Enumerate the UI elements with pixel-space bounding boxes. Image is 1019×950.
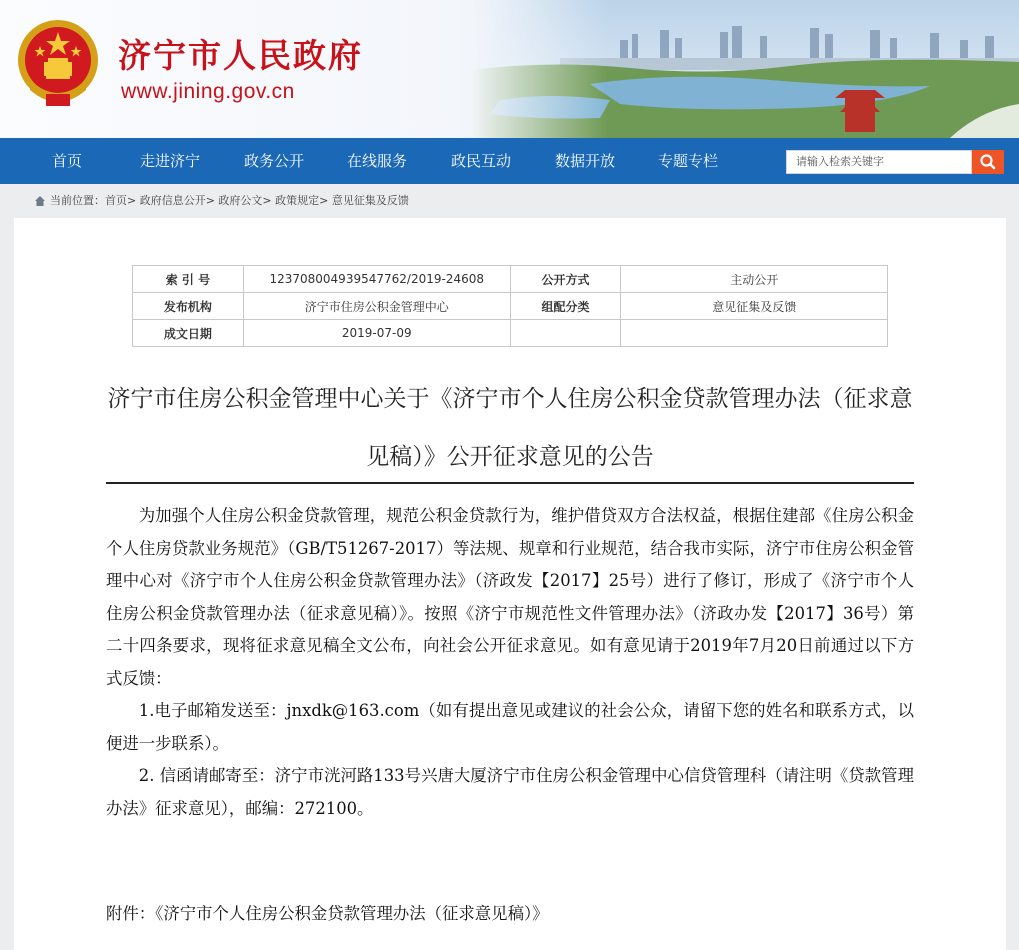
open-value: 主动公开 (621, 266, 888, 293)
site-title[interactable]: 济宁市人民政府 (118, 36, 363, 75)
empty-cell (621, 320, 888, 347)
nav-item-interaction[interactable]: 政民互动 (451, 152, 512, 170)
body-paragraph: 为加强个人住房公积金贷款管理，规范公积金贷款行为，维护借贷双方合法权益，根据住建部《住房公积金个人住房贷款业务规范》（GB/T51267-2017）等法规、规章和行业规范，结合我市实际，济宁市住房公积金管理中心对《济宁市个人住房公积金贷款管理办法》（济政发【2017】25号）进行了修订，形成了《济宁市个人住房公积金贷款管理办法（征求意见稿）》。按照《济宁市规范性文件管理办法》（济政办发【2017】36号）第二十四条要求，现将征求意见稿全文公布，向社会公开征求意见。如有意见请于2019年7月20日前通过以下方式反馈： (106, 506, 914, 688)
nav-item-open-data[interactable]: 数据开放 (555, 152, 616, 170)
category-label: 组配分类 (510, 293, 621, 320)
nav-item-gov-open[interactable]: 政务公开 (244, 152, 305, 170)
issuer-label: 发布机构 (133, 293, 244, 320)
attachment-link[interactable]: 附件：《济宁市个人住房公积金贷款管理办法（征求意见稿）》 (106, 904, 549, 923)
body-paragraph: 1.电子邮箱发送至：jnxdk@163.com（如有提出意见或建议的社会公众，请留下您的姓名和联系方式，以便进一步联系）。 (106, 701, 914, 753)
home-icon (34, 195, 46, 207)
header-banner (0, 0, 1019, 138)
nav-item-home[interactable]: 首页 (52, 152, 83, 170)
nav-item-online-service[interactable]: 在线服务 (347, 152, 408, 170)
site-url[interactable]: www.jining.gov.cn (121, 80, 295, 103)
category-value: 意见征集及反馈 (621, 293, 888, 320)
issuer-value: 济宁市住房公积金管理中心 (243, 293, 510, 320)
title-divider (106, 482, 914, 484)
breadcrumb[interactable]: 当前位置：首页> 政府信息公开> 政府公文> 政策规定> 意见征集及反馈 (50, 194, 409, 207)
open-label: 公开方式 (510, 266, 621, 293)
city-skyline-image (470, 0, 1019, 138)
document-meta-table (132, 265, 888, 347)
search-button[interactable] (972, 150, 1004, 174)
national-emblem-icon (16, 18, 100, 110)
document-title: 济宁市住房公积金管理中心关于《济宁市个人住房公积金贷款管理办法（征求意见稿）》公开征求意见的公告 (107, 386, 913, 470)
empty-cell (510, 320, 621, 347)
nav-item-topics[interactable]: 专题专栏 (658, 152, 719, 170)
index-label: 索 引 号 (133, 266, 244, 293)
date-value: 2019-07-09 (243, 320, 510, 347)
document-body (106, 500, 914, 825)
index-value: 123708004939547762/2019-24608 (243, 266, 510, 293)
nav-item-about[interactable]: 走进济宁 (140, 152, 201, 170)
search-input[interactable]: 请输入检索关键字 (786, 150, 972, 174)
body-paragraph: 2. 信函请邮寄至：济宁市洸河路133号兴唐大厦济宁市住房公积金管理中心信贷管理科（请注明《贷款管理办法》征求意见），邮编：272100。 (106, 766, 914, 818)
search-icon (972, 150, 1004, 174)
date-label: 成文日期 (133, 320, 244, 347)
